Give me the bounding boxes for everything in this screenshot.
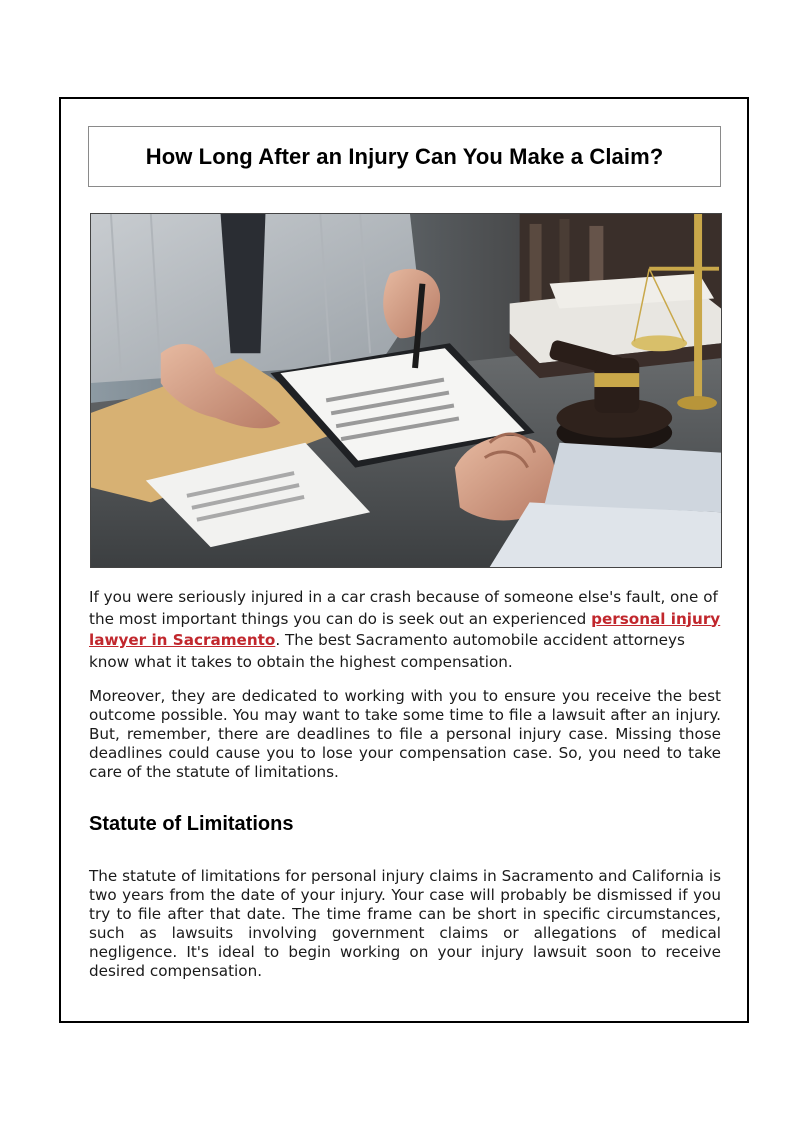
section-heading-statute: Statute of Limitations xyxy=(89,813,294,835)
intro-paragraph xyxy=(89,587,721,673)
personal-injury-lawyer-link[interactable]: personal injury lawyer in Sacramento xyxy=(89,609,721,649)
intro-text-after-link: . The best Sacramento automobile accident attorneys know what it takes to obtain the highest compensation. xyxy=(89,631,685,671)
body-paragraph-2: Moreover, they are dedicated to working with you to ensure you receive the best outcome possible. You may want to take some time to file a lawsuit after an injury. But, remember, there are deadlines to file a personal injury case. Missing those deadlines could cause you to lose your compensation case. So, you need to take care of the statute of limitations. xyxy=(89,687,721,781)
intro-text-before-link: If you were seriously injured in a car crash because of someone else's fault, one of the most important things you can do is seek out an experienced xyxy=(89,588,718,628)
hero-image xyxy=(90,213,722,568)
title-box xyxy=(88,126,721,187)
body-paragraph-3: The statute of limitations for personal injury claims in Sacramento and California is two years from the date of your injury. Your case will probably be dismissed if you try to file after that date. The time frame can be short in specific circumstances, such as lawsuits involving government claims or allegations of medical negligence. It's ideal to begin working on your injury lawsuit soon to receive desired compensation. xyxy=(89,867,721,980)
lawyer-client-photo xyxy=(91,214,721,567)
page-title: How Long After an Injury Can You Make a Claim? xyxy=(145,143,664,169)
